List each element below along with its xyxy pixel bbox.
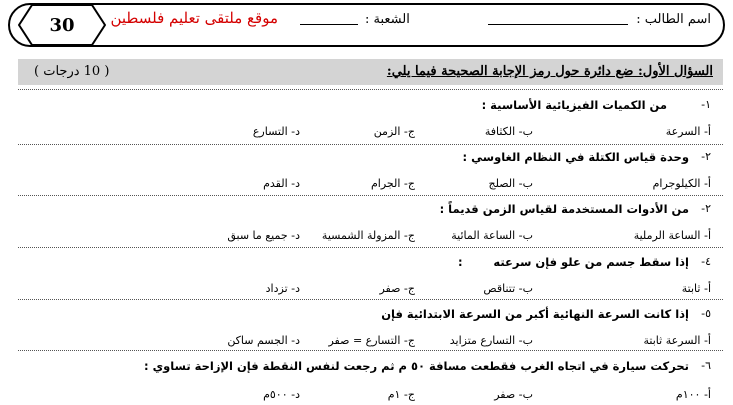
site-name: موقع ملتقى تعليم فلسطين: [110, 9, 278, 27]
option-a[interactable]: أ- السرعة ثابتة: [643, 334, 711, 347]
option-a[interactable]: أ- ثابتة: [681, 282, 711, 295]
question-number: ١-: [701, 98, 711, 111]
separator: [18, 247, 723, 248]
option-d[interactable]: د- القدم: [263, 177, 300, 190]
option-b[interactable]: ب- صفر: [494, 388, 533, 401]
question-text: من الأدوات المستخدمة لقياس الزمن قديماً :: [439, 202, 689, 216]
option-d[interactable]: د- التسارع: [252, 125, 300, 138]
option-c[interactable]: ج- صفر: [379, 282, 415, 295]
separator: [18, 350, 723, 351]
question-text: تحركت سيارة في اتجاه الغرب فقطعت مسافة ٥٠ م ثم رجعت لنفس النقطة فإن الإزاحة تساوي :: [144, 359, 689, 373]
option-d[interactable]: د- الجسم ساكن: [227, 334, 300, 347]
option-d[interactable]: د- ٥٠٠م: [263, 388, 300, 401]
separator: [18, 89, 723, 90]
option-b[interactable]: ب- تتناقص: [483, 282, 533, 295]
option-c[interactable]: ج- المزولة الشمسية: [321, 229, 415, 242]
question-text: إذا كانت السرعة النهائية أكبر من السرعة الابتدائية فإن: [381, 307, 689, 321]
option-c[interactable]: ج- الجرام: [370, 177, 415, 190]
section-title: السؤال الأول: ضع دائرة حول رمز الإجابة الصحيحة فيما يلي:: [386, 64, 713, 79]
question-text: إذا سقط جسم من علو فإن سرعته: [493, 255, 689, 269]
separator: [18, 195, 723, 196]
question-number: ٢-: [701, 150, 711, 163]
student-name-label: اسم الطالب :: [636, 12, 711, 27]
score-value: 30: [49, 14, 75, 36]
question-number: ٦-: [701, 359, 711, 372]
question-number: ٥-: [701, 307, 711, 320]
option-b[interactable]: ب- التسارع متزايد: [449, 334, 533, 347]
option-a[interactable]: أ- الساعة الرملية: [633, 229, 711, 242]
question-colon: :: [458, 255, 463, 269]
option-a[interactable]: أ- السرعة: [665, 125, 711, 138]
question-number: ٤-: [701, 255, 711, 268]
option-a[interactable]: أ- ١٠٠م: [675, 388, 711, 401]
option-d[interactable]: د- تزداد: [265, 282, 300, 295]
question-number: ٢-: [701, 202, 711, 215]
option-d[interactable]: د- جميع ما سبق: [227, 229, 300, 242]
separator: [18, 299, 723, 300]
student-name-blank[interactable]: [488, 24, 628, 25]
option-a[interactable]: أ- الكيلوجرام: [652, 177, 711, 190]
question-text: من الكميات الفيزيائية الأساسية :: [481, 98, 667, 112]
option-c[interactable]: ج- الزمن: [373, 125, 415, 138]
section-marks: ( 10 درجات ): [34, 64, 110, 79]
option-c[interactable]: ج- التسارع = صفر: [328, 334, 415, 347]
question-text: وحدة قياس الكتلة في النظام الغاوسي :: [462, 150, 689, 164]
option-b[interactable]: ب- الكثافة: [484, 125, 533, 138]
division-label: الشعبة :: [365, 12, 410, 27]
separator: [18, 144, 723, 145]
option-b[interactable]: ب- الصلج: [488, 177, 533, 190]
option-c[interactable]: ج- ١م: [387, 388, 415, 401]
option-b[interactable]: ب- الساعة المائية: [451, 229, 533, 242]
division-blank[interactable]: [300, 24, 358, 25]
